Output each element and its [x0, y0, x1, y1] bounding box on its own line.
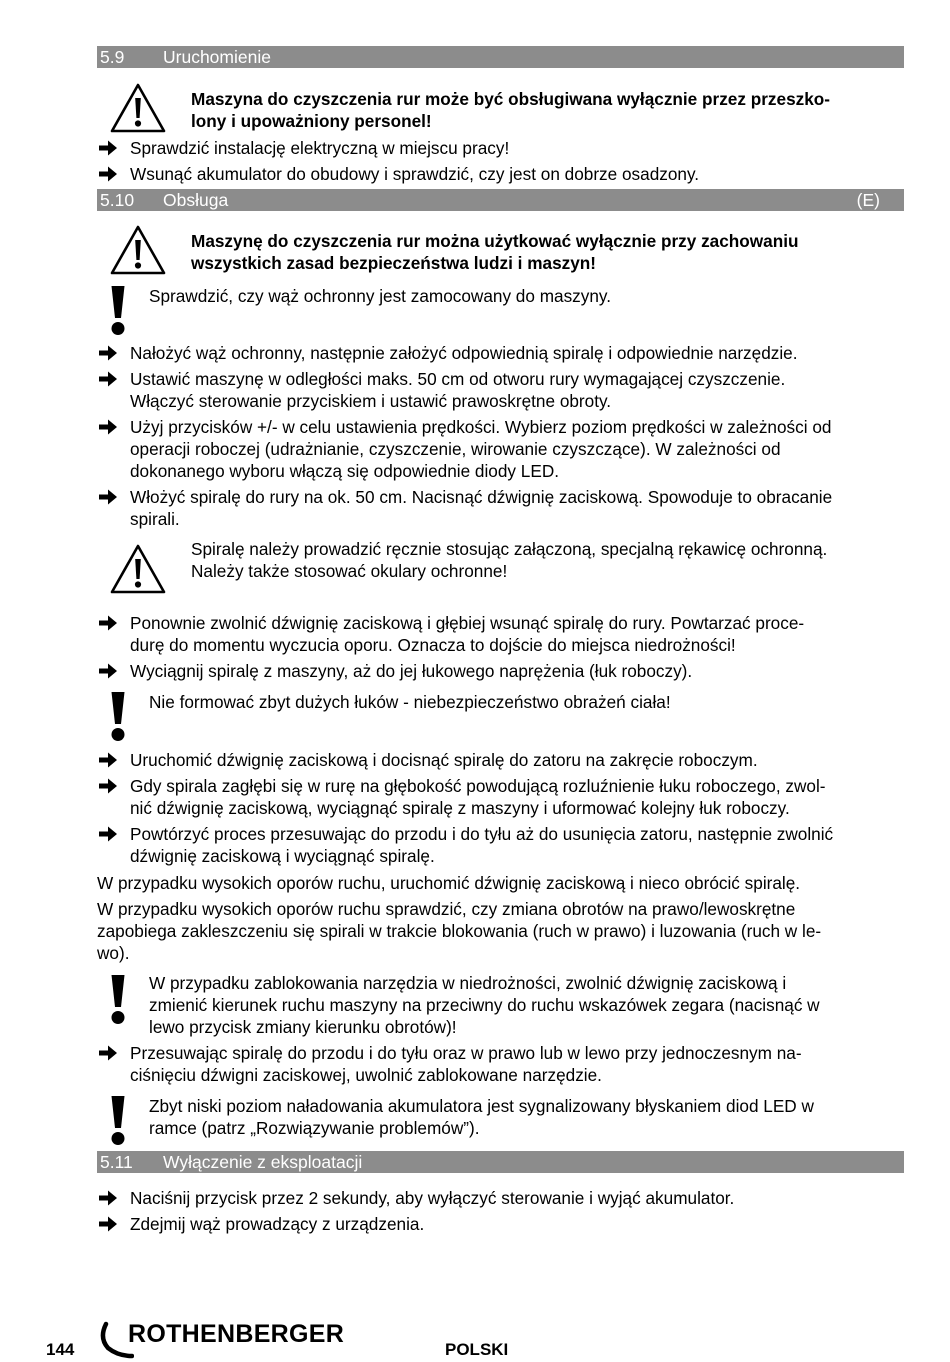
arrow-right-icon: [97, 342, 119, 364]
exclamation-icon: [107, 690, 129, 742]
arrow-right-icon: [97, 416, 119, 438]
arrow-right-icon: [97, 1213, 119, 1235]
paragraph: W przypadku wysokich oporów ruchu sprawdzić, czy zmiana obrotów na prawo/lewoskrętne zapobiega zakleszczeniu się spirali w trakcie blokowania (ruch w prawo) i luzowania (ruch w le- wo).: [97, 899, 822, 963]
warning-triangle-icon: [109, 82, 167, 134]
warning-text: Maszynę do czyszczenia rur można użytkować wyłącznie przy zachowaniu wszystkich zasad bezpieczeństwa ludzi i maszyn!: [191, 231, 799, 273]
brand-name: ROTHENBERGER: [128, 1320, 345, 1348]
exclamation-icon: [107, 1094, 129, 1146]
page-number: 144: [46, 1340, 75, 1359]
arrow-right-icon: [97, 775, 119, 797]
notice-text: Sprawdzić, czy wąż ochronny jest zamocowany do maszyny.: [149, 286, 612, 306]
section-title: Wyłączenie z eksploatacji: [163, 1152, 363, 1172]
arrow-right-icon: [97, 660, 119, 682]
arrow-right-icon: [97, 823, 119, 845]
section-title: Uruchomienie: [163, 47, 271, 67]
arrow-right-icon: [97, 486, 119, 508]
section-tag: (E): [856, 190, 880, 210]
exclamation-icon: [107, 284, 129, 336]
paragraph: W przypadku wysokich oporów ruchu, uruchomić dźwignię zaciskową i nieco obrócić spiralę.: [97, 873, 801, 893]
arrow-right-icon: [97, 749, 119, 771]
warning-text: Maszyna do czyszczenia rur może być obsługiwana wyłącznie przez przeszko- lony i upoważniony personel!: [191, 89, 831, 131]
exclamation-icon: [107, 973, 129, 1025]
arrow-right-icon: [97, 612, 119, 634]
section-title: Obsługa: [163, 190, 229, 210]
notice-text: W przypadku zablokowania narzędzia w niedrożności, zwolnić dźwignię zaciskową i zmienić kierunek ruchu maszyny na przeciwny do ruchu wskazówek zegara (nacisnąć w lewo przycisk zmiany kierunku obrotów)!: [149, 973, 820, 1037]
notice-text: Zbyt niski poziom naładowania akumulatora jest sygnalizowany błyskaniem diod LED w ramce (patrz „Rozwiązywanie problemów”).: [149, 1096, 814, 1138]
section-header-5-9: [97, 46, 904, 68]
notice-text: Nie formować zbyt dużych łuków - niebezpieczeństwo obrażeń ciała!: [149, 692, 671, 712]
warning-text: Spiralę należy prowadzić ręcznie stosując załączoną, specjalną rękawicę ochronną. Należy także stosować okulary ochronne!: [191, 539, 828, 581]
arrow-right-icon: [97, 1042, 119, 1064]
arrow-right-icon: [97, 1187, 119, 1209]
section-number: 5.10: [100, 190, 135, 210]
language-label: POLSKI: [445, 1340, 509, 1359]
warning-triangle-icon: [109, 543, 167, 595]
section-number: 5.9: [100, 47, 125, 67]
warning-triangle-icon: [109, 224, 167, 276]
arrow-right-icon: [97, 368, 119, 390]
arrow-right-icon: [97, 137, 119, 159]
arrow-right-icon: [97, 163, 119, 185]
section-header-5-11: [97, 1151, 904, 1173]
section-header-5-10: [97, 189, 904, 211]
section-number: 5.11: [100, 1152, 133, 1172]
